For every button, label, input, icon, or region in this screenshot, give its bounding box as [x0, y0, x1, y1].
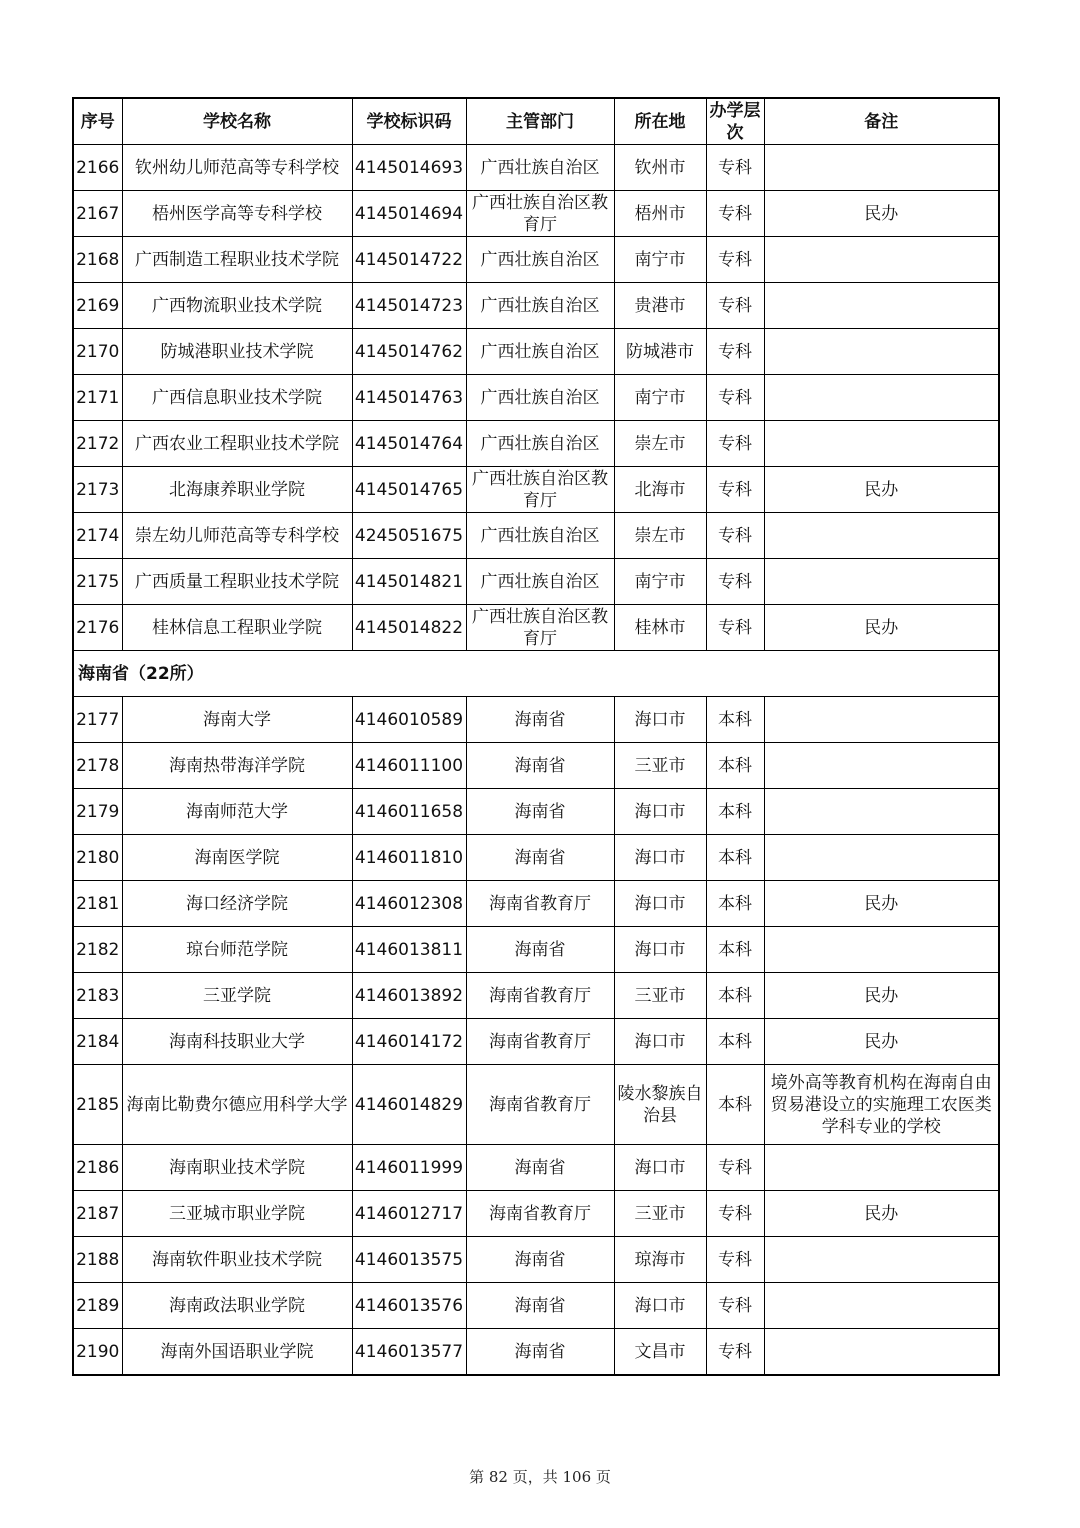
table-row: [73, 1237, 999, 1283]
cell-no: 2185: [73, 1065, 122, 1145]
cell-location: 琼海市: [614, 1237, 706, 1283]
cell-note: [764, 835, 999, 881]
cell-note: 民办: [764, 973, 999, 1019]
cell-note: [764, 1237, 999, 1283]
cell-note: 民办: [764, 1019, 999, 1065]
cell-code: 4146014829: [352, 1065, 466, 1145]
cell-no: 2177: [73, 697, 122, 743]
header-note: 备注: [764, 98, 999, 145]
schools-table: [72, 97, 1000, 1376]
cell-code: 4245051675: [352, 513, 466, 559]
cell-no: 2188: [73, 1237, 122, 1283]
table-row: [73, 467, 999, 513]
cell-code: 4146011810: [352, 835, 466, 881]
table-row: [73, 145, 999, 191]
cell-dept: 广西壮族自治区: [466, 329, 614, 375]
cell-level: 专科: [706, 237, 764, 283]
table-row: [73, 743, 999, 789]
cell-code: 4145014764: [352, 421, 466, 467]
cell-level: 专科: [706, 467, 764, 513]
cell-note: [764, 237, 999, 283]
cell-location: 海口市: [614, 789, 706, 835]
cell-code: 4145014762: [352, 329, 466, 375]
cell-level: 本科: [706, 697, 764, 743]
table-row: [73, 1019, 999, 1065]
cell-name: 桂林信息工程职业学院: [122, 605, 352, 651]
cell-level: 专科: [706, 329, 764, 375]
cell-level: 专科: [706, 191, 764, 237]
cell-code: 4145014821: [352, 559, 466, 605]
cell-name: 广西物流职业技术学院: [122, 283, 352, 329]
cell-dept: 广西壮族自治区教育厅: [466, 191, 614, 237]
header-name: 学校名称: [122, 98, 352, 145]
cell-name: 崇左幼儿师范高等专科学校: [122, 513, 352, 559]
table-row: [73, 421, 999, 467]
cell-no: 2181: [73, 881, 122, 927]
cell-name: 海南热带海洋学院: [122, 743, 352, 789]
cell-no: 2172: [73, 421, 122, 467]
cell-no: 2176: [73, 605, 122, 651]
cell-dept: 海南省: [466, 1329, 614, 1376]
cell-no: 2179: [73, 789, 122, 835]
cell-dept: 广西壮族自治区: [466, 283, 614, 329]
cell-location: 海口市: [614, 1019, 706, 1065]
header-dept: 主管部门: [466, 98, 614, 145]
cell-level: 专科: [706, 1145, 764, 1191]
cell-no: 2170: [73, 329, 122, 375]
cell-no: 2184: [73, 1019, 122, 1065]
cell-dept: 广西壮族自治区教育厅: [466, 467, 614, 513]
cell-name: 海南软件职业技术学院: [122, 1237, 352, 1283]
cell-dept: 广西壮族自治区: [466, 145, 614, 191]
cell-name: 海南医学院: [122, 835, 352, 881]
cell-level: 专科: [706, 375, 764, 421]
cell-location: 陵水黎族自治县: [614, 1065, 706, 1145]
cell-name: 北海康养职业学院: [122, 467, 352, 513]
cell-no: 2190: [73, 1329, 122, 1376]
table-row: [73, 835, 999, 881]
section-label: 海南省（22所）: [73, 651, 999, 697]
cell-code: 4145014694: [352, 191, 466, 237]
cell-note: [764, 559, 999, 605]
cell-name: 防城港职业技术学院: [122, 329, 352, 375]
table-row: [73, 1191, 999, 1237]
cell-location: 梧州市: [614, 191, 706, 237]
cell-location: 北海市: [614, 467, 706, 513]
cell-note: [764, 789, 999, 835]
cell-note: 境外高等教育机构在海南自由贸易港设立的实施理工农医类学科专业的学校: [764, 1065, 999, 1145]
cell-dept: 海南省: [466, 1283, 614, 1329]
table-row: [73, 1065, 999, 1145]
cell-no: 2173: [73, 467, 122, 513]
table-row: [73, 1329, 999, 1376]
cell-code: 4145014822: [352, 605, 466, 651]
cell-dept: 广西壮族自治区: [466, 513, 614, 559]
cell-location: 海口市: [614, 927, 706, 973]
table-row: [73, 283, 999, 329]
table-row: [73, 237, 999, 283]
cell-code: 4146010589: [352, 697, 466, 743]
cell-no: 2178: [73, 743, 122, 789]
cell-code: 4146011100: [352, 743, 466, 789]
cell-name: 海南师范大学: [122, 789, 352, 835]
cell-location: 南宁市: [614, 375, 706, 421]
cell-name: 广西农业工程职业技术学院: [122, 421, 352, 467]
cell-dept: 广西壮族自治区: [466, 237, 614, 283]
table-row: [73, 329, 999, 375]
cell-level: 专科: [706, 1329, 764, 1376]
cell-note: 民办: [764, 191, 999, 237]
cell-code: 4146013892: [352, 973, 466, 1019]
cell-note: 民办: [764, 1191, 999, 1237]
cell-no: 2180: [73, 835, 122, 881]
cell-location: 防城港市: [614, 329, 706, 375]
cell-name: 梧州医学高等专科学校: [122, 191, 352, 237]
table-row: [73, 191, 999, 237]
table-row: [73, 927, 999, 973]
cell-name: 海南科技职业大学: [122, 1019, 352, 1065]
cell-dept: 海南省: [466, 927, 614, 973]
cell-level: 专科: [706, 1283, 764, 1329]
cell-note: [764, 1329, 999, 1376]
cell-no: 2166: [73, 145, 122, 191]
cell-no: 2187: [73, 1191, 122, 1237]
table-header-row: [73, 98, 999, 145]
cell-note: 民办: [764, 467, 999, 513]
cell-location: 海口市: [614, 1283, 706, 1329]
table-row: [73, 881, 999, 927]
table-row: [73, 605, 999, 651]
cell-dept: 海南省: [466, 789, 614, 835]
cell-note: [764, 1283, 999, 1329]
header-level: 办学层次: [706, 98, 764, 145]
table-row: [73, 789, 999, 835]
cell-level: 专科: [706, 145, 764, 191]
header-location: 所在地: [614, 98, 706, 145]
cell-note: [764, 329, 999, 375]
section-hainan: [73, 651, 999, 697]
cell-no: 2175: [73, 559, 122, 605]
cell-location: 海口市: [614, 835, 706, 881]
cell-location: 桂林市: [614, 605, 706, 651]
cell-dept: 海南省: [466, 697, 614, 743]
cell-name: 海南政法职业学院: [122, 1283, 352, 1329]
cell-no: 2171: [73, 375, 122, 421]
cell-code: 4145014765: [352, 467, 466, 513]
cell-location: 南宁市: [614, 559, 706, 605]
cell-level: 专科: [706, 1237, 764, 1283]
cell-level: 本科: [706, 927, 764, 973]
cell-name: 广西制造工程职业技术学院: [122, 237, 352, 283]
cell-no: 2167: [73, 191, 122, 237]
cell-note: [764, 513, 999, 559]
header-no: 序号: [73, 98, 122, 145]
cell-code: 4146013811: [352, 927, 466, 973]
cell-location: 贵港市: [614, 283, 706, 329]
page-footer: 第 82 页，共 106 页: [469, 1468, 611, 1486]
cell-name: 海南大学: [122, 697, 352, 743]
cell-dept: 海南省: [466, 1237, 614, 1283]
cell-code: 4146011658: [352, 789, 466, 835]
cell-note: [764, 283, 999, 329]
cell-note: [764, 421, 999, 467]
cell-code: 4146014172: [352, 1019, 466, 1065]
cell-location: 三亚市: [614, 1191, 706, 1237]
cell-level: 本科: [706, 743, 764, 789]
cell-dept: 广西壮族自治区: [466, 421, 614, 467]
cell-dept: 广西壮族自治区: [466, 375, 614, 421]
cell-level: 本科: [706, 973, 764, 1019]
cell-note: [764, 927, 999, 973]
cell-code: 4145014723: [352, 283, 466, 329]
cell-name: 海南外国语职业学院: [122, 1329, 352, 1376]
cell-dept: 海南省: [466, 1145, 614, 1191]
cell-location: 崇左市: [614, 421, 706, 467]
cell-name: 海南职业技术学院: [122, 1145, 352, 1191]
cell-no: 2169: [73, 283, 122, 329]
cell-name: 三亚城市职业学院: [122, 1191, 352, 1237]
cell-no: 2168: [73, 237, 122, 283]
cell-level: 专科: [706, 513, 764, 559]
cell-no: 2182: [73, 927, 122, 973]
cell-code: 4146011999: [352, 1145, 466, 1191]
cell-note: [764, 375, 999, 421]
cell-location: 南宁市: [614, 237, 706, 283]
cell-dept: 海南省: [466, 835, 614, 881]
cell-code: 4145014722: [352, 237, 466, 283]
cell-dept: 海南省: [466, 743, 614, 789]
cell-dept: 海南省教育厅: [466, 1191, 614, 1237]
table-row: [73, 1283, 999, 1329]
cell-location: 文昌市: [614, 1329, 706, 1376]
cell-note: 民办: [764, 881, 999, 927]
cell-location: 海口市: [614, 1145, 706, 1191]
cell-location: 海口市: [614, 881, 706, 927]
cell-no: 2189: [73, 1283, 122, 1329]
cell-level: 本科: [706, 789, 764, 835]
cell-name: 广西信息职业技术学院: [122, 375, 352, 421]
cell-level: 本科: [706, 835, 764, 881]
cell-location: 崇左市: [614, 513, 706, 559]
header-code: 学校标识码: [352, 98, 466, 145]
table-row: [73, 559, 999, 605]
cell-name: 琼台师范学院: [122, 927, 352, 973]
table-row: [73, 697, 999, 743]
cell-code: 4146013577: [352, 1329, 466, 1376]
cell-dept: 海南省教育厅: [466, 1065, 614, 1145]
cell-code: 4145014693: [352, 145, 466, 191]
cell-level: 专科: [706, 1191, 764, 1237]
table-row: [73, 1145, 999, 1191]
cell-name: 海南比勒费尔德应用科学大学: [122, 1065, 352, 1145]
cell-level: 专科: [706, 283, 764, 329]
cell-level: 本科: [706, 881, 764, 927]
cell-note: [764, 697, 999, 743]
cell-name: 广西质量工程职业技术学院: [122, 559, 352, 605]
cell-no: 2174: [73, 513, 122, 559]
cell-dept: 广西壮族自治区教育厅: [466, 605, 614, 651]
table-row: [73, 513, 999, 559]
cell-code: 4146013575: [352, 1237, 466, 1283]
section-row: [73, 651, 999, 697]
table-body-guangxi: [73, 145, 999, 651]
cell-location: 钦州市: [614, 145, 706, 191]
cell-no: 2183: [73, 973, 122, 1019]
cell-name: 钦州幼儿师范高等专科学校: [122, 145, 352, 191]
cell-code: 4146012308: [352, 881, 466, 927]
cell-dept: 海南省教育厅: [466, 881, 614, 927]
cell-note: [764, 1145, 999, 1191]
cell-code: 4146012717: [352, 1191, 466, 1237]
cell-note: [764, 743, 999, 789]
cell-level: 本科: [706, 1065, 764, 1145]
cell-note: 民办: [764, 605, 999, 651]
table-row: [73, 973, 999, 1019]
cell-location: 三亚市: [614, 743, 706, 789]
cell-location: 海口市: [614, 697, 706, 743]
table-row: [73, 375, 999, 421]
cell-dept: 海南省教育厅: [466, 1019, 614, 1065]
cell-code: 4146013576: [352, 1283, 466, 1329]
cell-no: 2186: [73, 1145, 122, 1191]
cell-code: 4145014763: [352, 375, 466, 421]
cell-dept: 海南省教育厅: [466, 973, 614, 1019]
cell-location: 三亚市: [614, 973, 706, 1019]
cell-name: 海口经济学院: [122, 881, 352, 927]
cell-level: 专科: [706, 559, 764, 605]
table-body-hainan: [73, 697, 999, 1376]
cell-name: 三亚学院: [122, 973, 352, 1019]
cell-dept: 广西壮族自治区: [466, 559, 614, 605]
cell-level: 专科: [706, 605, 764, 651]
cell-level: 专科: [706, 421, 764, 467]
cell-level: 本科: [706, 1019, 764, 1065]
cell-note: [764, 145, 999, 191]
